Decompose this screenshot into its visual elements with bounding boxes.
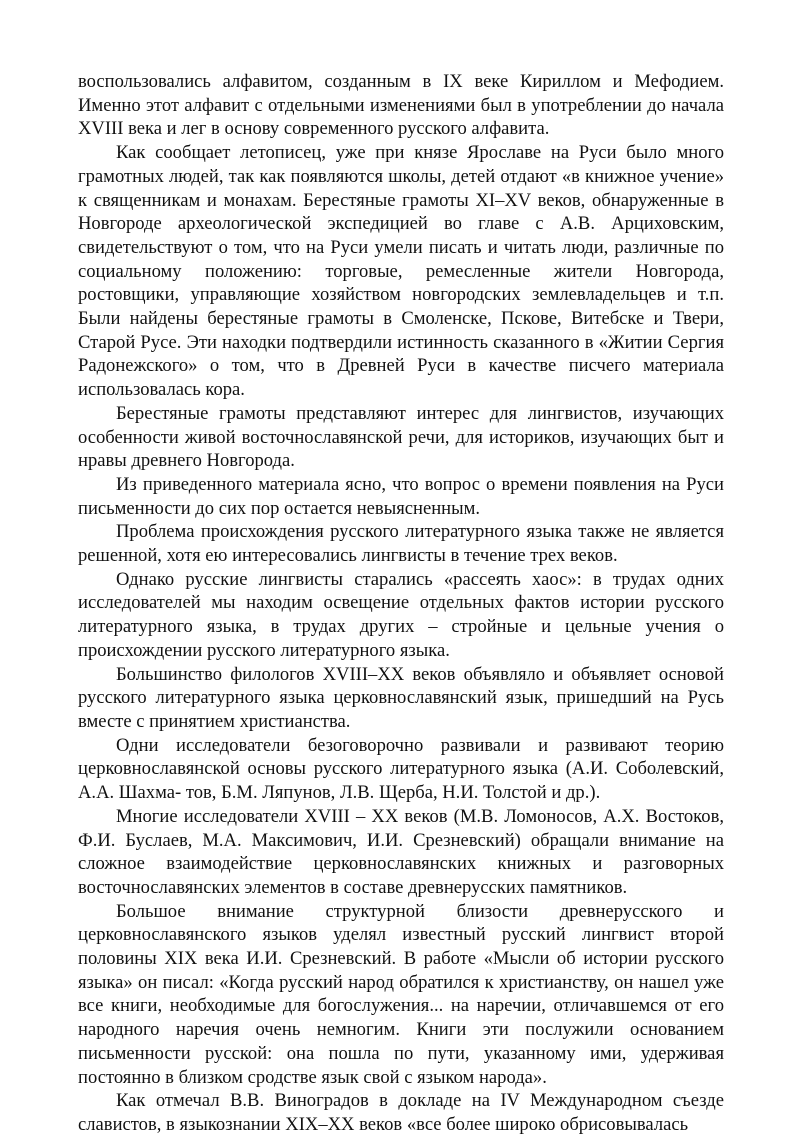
paragraph-10: Большое внимание структурной близости древнерусского и церковнославянского языков уделял известный русский лингвист второй половины XIX века И.И. Срезневский. В работе «Мысли об истории русского языка» он писал: «Когда русский народ обратился к христианству, он нашел уже все книги, необходимые для богослужения... на наречии, отличавшемся от его народного наречия очень немногим. Книги эти послужили основанием письменности русской: она пошла по пути, указанному ими, удерживая постоянно в близком сродстве язык свой с языком народа».	[78, 900, 724, 1088]
document-page	[78, 70, 724, 1137]
paragraph-7: Большинство филологов XVIII–XX веков объявляло и объявляет основой русского литературного языка церковнославянский язык, пришедший на Русь вместе с принятием христианства.	[78, 663, 724, 732]
paragraph-9: Многие исследователи XVIII – XX веков (М.В. Ломоносов, А.Х. Востоков, Ф.И. Буслаев, М.А. Максимович, И.И. Срезневский) обращали внимание на сложное взаимодействие церковнославянских книжных и разговорных восточнославянских элементов в составе древнерусских памятников.	[78, 805, 724, 898]
paragraph-3: Берестяные грамоты представляют интерес для лингвистов, изучающих особенности живой восточнославянской речи, для историков, изучающих быт и нравы древнего Новгорода.	[78, 402, 724, 472]
paragraph-8: Одни исследователи безоговорочно развивали и развивают теорию церковнославянской основы русского литературного языка (А.И. Соболевский, А.А. Шахма- тов, Б.М. Ляпунов, Л.В. Щерба, Н.И. Толстой и др.).	[78, 734, 724, 804]
paragraph-2: Как сообщает летописец, уже при князе Ярославе на Руси было много грамотных людей, так как появляются школы, детей отдают «в книжное учение» к священникам и монахам. Берестяные грамоты XI–XV веков, обнаруженные в Новгороде археологической экспедицией во главе с А.В. Арциховским, свидетельствуют о том, что на Руси умели писать и читать люди, различные по социальному положению: торговые, ремесленные жители Новгорода, ростовщики, управляющие хозяйством новгородских землевладельцев и т.п. Были найдены берестяные грамоты в Смоленске, Пскове, Витебске и Твери, Старой Русе. Эти находки подтвердили истинность сказанного в «Житии Сергия Радонежского» о том, что в Древней Руси в качестве писчего материала использовалась кора.	[78, 142, 724, 401]
paragraph-11: Как отмечал В.В. Виноградов в докладе на IV Международном съезде славистов, в языкознании XIX–XX веков «все более широко обрисовывалась	[78, 1090, 724, 1135]
paragraph-6: Однако русские лингвисты старались «рассеять хаос»: в трудах одних исследователей мы находим освещение отдельных фактов истории русского литературного языка, в трудах других – стройные и цельные учения о происхождении русского литературного языка.	[78, 568, 724, 661]
paragraph-4: Из приведенного материала ясно, что вопрос о времени появления на Руси письменности до сих пор остается невыясненным.	[78, 473, 724, 519]
paragraph-5: Проблема происхождения русского литературного языка также не является решенной, хотя ею интересовались лингвисты в течение трех веков.	[78, 521, 724, 567]
paragraph-1: воспользовались алфавитом, созданным в IX веке Кириллом и Мефодием. Именно этот алфавит с отдельными изменениями был в употреблении до начала XVIII века и лег в основу современного русского алфавита.	[78, 71, 724, 140]
